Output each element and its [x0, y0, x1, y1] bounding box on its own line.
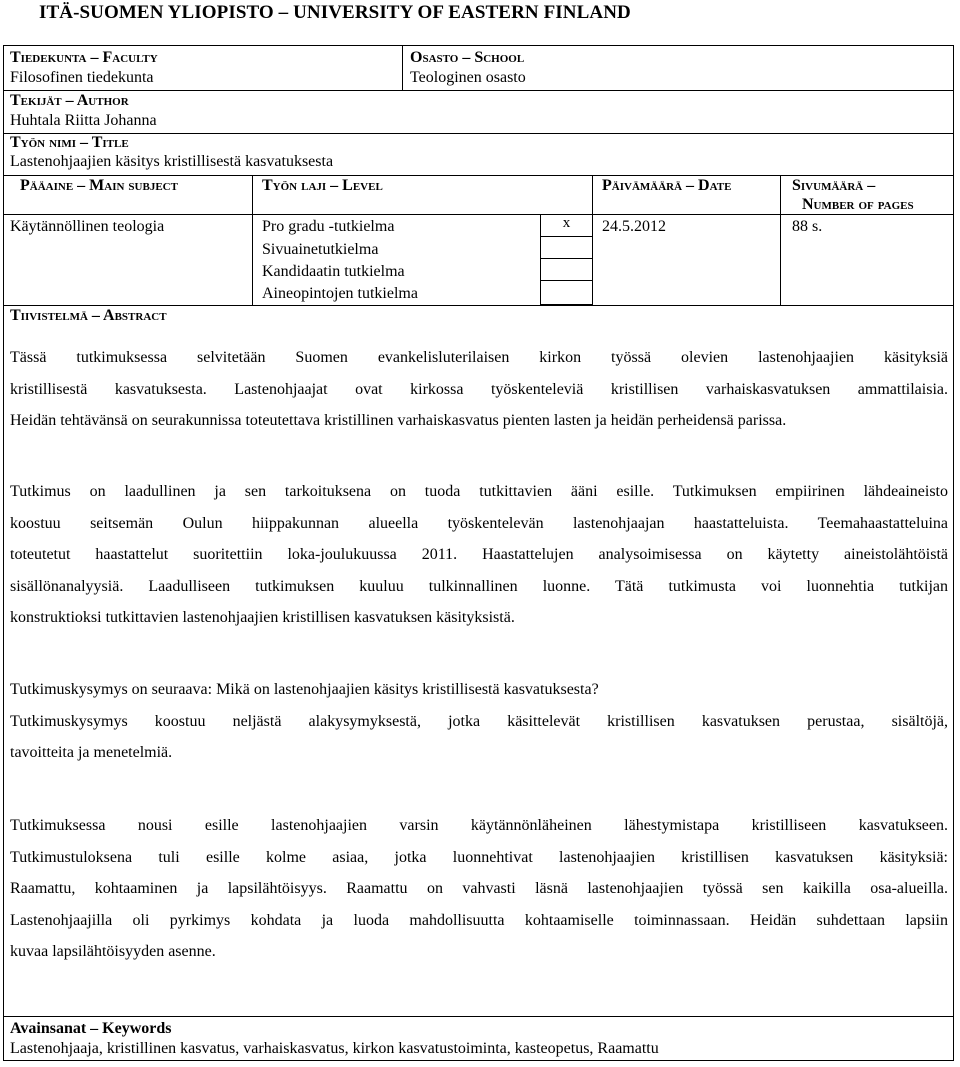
abstract-line: Tutkimustuloksena tuli esille kolme asiaa, jotka luonnehtivat lastenohjaajien kristillisen kasvatuksen käsityksiä:	[10, 848, 948, 866]
abstract-line: kuvaa lapsilähtöisyyden asenne.	[10, 943, 216, 961]
row-divider	[4, 133, 953, 134]
pages-label: Sivumäärä –	[792, 177, 876, 194]
abstract-line: kristillisestä kasvatuksesta. Lastenohjaajat ovat kirkossa työskenteleviä kristillisen varhaiskasvatuksen ammattilaisia.	[10, 380, 948, 398]
author-value: Huhtala Riitta Johanna	[10, 112, 157, 129]
abstract-line: koostuu seitsemän Oulun hiippakunnan alueella työskentelevän lastenohjaajan haastatteluista. Teemahaastatteluina	[10, 514, 948, 532]
university-header: ITÄ-SUOMEN YLIOPISTO – UNIVERSITY OF EASTERN FINLAND	[39, 2, 631, 23]
abstract-paragraph	[10, 342, 948, 437]
faculty-school-divider	[402, 46, 403, 90]
abstract-line: Heidän tehtävänsä on seurakunnissa toteutettava kristillinen varhaiskasvatus pienten lasten ja heidän perheidensä parissa.	[10, 412, 787, 430]
abstract-line: sisällönanalyysiä. Laadulliseen tutkimuksen kuuluu tulkinnallinen luonne. Tätä tutkimusta voi luonnehtia tutkijan	[10, 577, 948, 595]
abstract-line: toteutetut haastattelut suoritettiin loka-joulukuussa 2011. Haastattelujen analysoimisessa on käytetty aineistolähtöistä	[10, 546, 948, 564]
level-checkbox	[540, 280, 593, 305]
pages-label-en: Number of pages	[802, 196, 914, 213]
column-divider	[252, 175, 253, 305]
level-checkbox	[540, 258, 593, 281]
abstract-paragraph	[10, 810, 948, 968]
date-value: 24.5.2012	[602, 218, 666, 235]
abstract-line: konstruktioksi tutkittavien lastenohjaajien kristillisen kasvatuksen käsityksistä.	[10, 609, 515, 627]
faculty-label: Tiedekunta – Faculty	[10, 49, 158, 66]
level-checkbox: x	[540, 214, 593, 237]
author-label: Tekijät – Author	[10, 92, 129, 109]
keywords-value: Lastenohjaaja, kristillinen kasvatus, varhaiskasvatus, kirkon kasvatustoiminta, kasteopetus, Raamattu	[10, 1040, 659, 1057]
title-value: Lastenohjaajien käsitys kristillisestä kasvatuksesta	[10, 153, 334, 170]
school-label: Osasto – School	[410, 49, 525, 66]
abstract-line: Lastenohjaajilla oli pyrkimys kohdata ja luoda mahdollisuutta kohtaamiselle toiminnassaan. Heidän suhdettaan lapsiin	[10, 911, 948, 929]
abstract-line: Tässä tutkimuksessa selvitetään Suomen evankelisluterilaisen kirkon työssä olevien lastenohjaajien käsityksiä	[10, 349, 948, 366]
abstract-label: Tiivistelmä – Abstract	[10, 307, 167, 324]
abstract-line: Raamattu, kohtaaminen ja lapsilähtöisyys. Raamattu on vahvasti läsnä lastenohjaajien työssä sen kaikilla osa-alueilla.	[10, 880, 948, 898]
level-option: Aineopintojen tutkielma	[262, 285, 418, 302]
row-divider	[4, 90, 953, 91]
abstract-line: Tutkimus on laadullinen ja sen tarkoituksena on tuoda tutkittavien ääni esille. Tutkimuksen empiirinen lähdeaineisto	[10, 483, 948, 500]
level-label: Työn laji – Level	[262, 177, 383, 194]
column-divider	[780, 175, 781, 305]
abstract-line: Tutkimuksessa nousi esille lastenohjaajien varsin käytännönläheinen lähestymistapa kristilliseen kasvatukseen.	[10, 817, 948, 834]
keywords-label: Avainsanat – Keywords	[10, 1020, 172, 1037]
row-divider	[4, 214, 953, 215]
abstract-line: Tutkimuskysymys koostuu neljästä alakysymyksestä, jotka käsittelevät kristillisen kasvatuksen perustaa, sisältöjä,	[10, 712, 948, 730]
date-label: Päivämäärä – Date	[602, 177, 732, 194]
row-divider	[4, 175, 953, 176]
level-option: Sivuainetutkielma	[262, 241, 379, 258]
abstract-line: tavoitteita ja menetelmiä.	[10, 744, 173, 762]
row-divider	[4, 305, 953, 306]
level-option: Kandidaatin tutkielma	[262, 263, 405, 280]
main-subject-value: Käytännöllinen teologia	[10, 218, 165, 235]
level-option: Pro gradu -tutkielma	[262, 218, 395, 235]
abstract-paragraph	[10, 674, 948, 769]
main-subject-label: Pääaine – Main subject	[20, 177, 178, 194]
row-divider	[4, 1016, 953, 1017]
faculty-value: Filosofinen tiedekunta	[10, 69, 154, 86]
abstract-line: Tutkimuskysymys on seuraava: Mikä on lastenohjaajien käsitys kristillisestä kasvatuksesta?	[10, 681, 599, 698]
title-label: Työn nimi – Title	[10, 134, 129, 151]
abstract-paragraph	[10, 476, 948, 634]
level-checkbox	[540, 236, 593, 259]
school-value: Teologinen osasto	[410, 69, 526, 86]
pages-value: 88 s.	[792, 218, 823, 235]
